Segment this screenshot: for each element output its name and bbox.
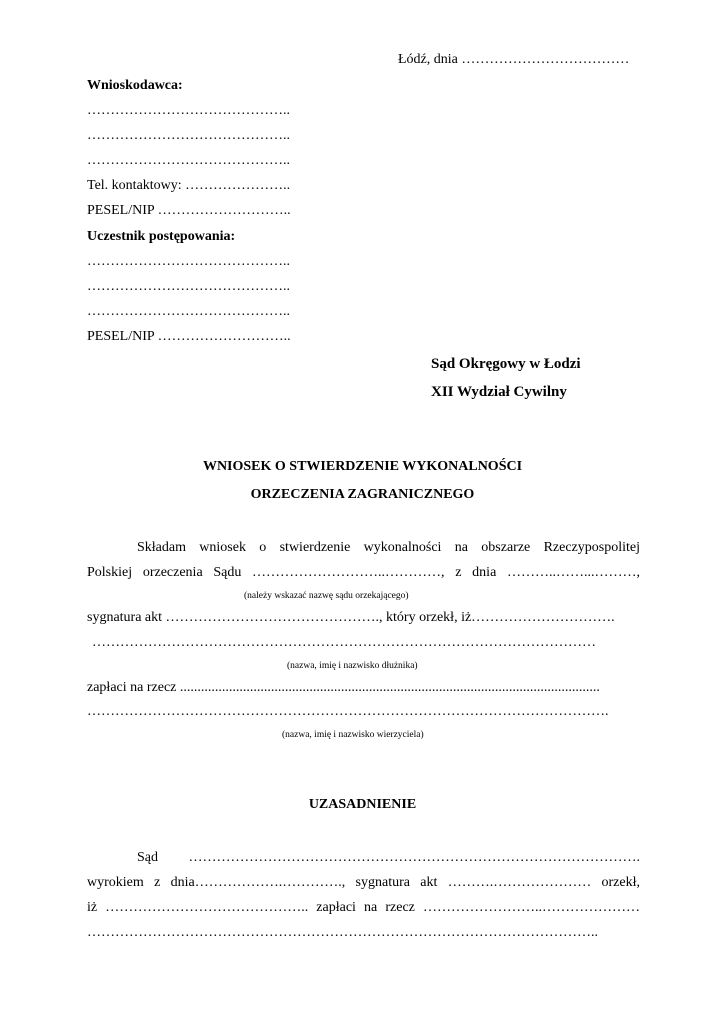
paragraph-line: Składam wniosek o stwierdzenie wykonalności na obszarze Rzeczypospolitej [137, 540, 640, 555]
note-creditor: (nazwa, imię i nazwisko wierzyciela) [282, 730, 424, 740]
paragraph-line: ……………………………………………………………………………………………… [92, 635, 596, 650]
applicant-line: …………………………………….. [87, 103, 290, 118]
paragraph-line: sygnatura akt ………………………………………., który orzekł, iż…………………………. [87, 610, 615, 625]
participant-line: …………………………………….. [87, 254, 290, 269]
applicant-pesel: PESEL/NIP ……………………….. [87, 203, 291, 218]
participant-line: …………………………………….. [87, 304, 290, 319]
applicant-label: Wnioskodawca: [87, 78, 183, 93]
paragraph-line: zapłaci na rzecz ........................................................................................................................ [87, 680, 600, 695]
paragraph-line: wyrokiem z dnia……………….…………., sygnatura akt ……….………………… orzekł, [87, 875, 640, 890]
place-date: Łódź, dnia ……………………………… [398, 52, 630, 67]
justification-heading: UZASADNIENIE [308, 797, 417, 812]
participant-label: Uczestnik postępowania: [87, 229, 236, 244]
paragraph-line: ……………………………………………………………………………………………….. [87, 925, 598, 940]
paragraph-line: Polskiej orzeczenia Sądu ………………………..…………, z dnia ………..……...………, [87, 565, 640, 580]
applicant-line: …………………………………….. [87, 153, 290, 168]
document-title-line2: ORZECZENIA ZAGRANICZNEGO [250, 487, 475, 502]
court-name: Sąd Okręgowy w Łodzi [431, 356, 581, 372]
paragraph-line: …………………………………………………………………………………………………. [87, 704, 609, 719]
applicant-line: …………………………………….. [87, 128, 290, 143]
document-title-line1: WNIOSEK O STWIERDZENIE WYKONALNOŚCI [202, 459, 523, 474]
note-debtor: (nazwa, imię i nazwisko dłużnika) [287, 661, 418, 671]
applicant-phone: Tel. kontaktowy: ………………….. [87, 178, 291, 193]
note-court: (należy wskazać nazwę sądu orzekającego) [244, 591, 409, 601]
paragraph-line: Sąd ……………………………………………………………………………………. [137, 850, 640, 865]
participant-line: …………………………………….. [87, 279, 290, 294]
participant-pesel: PESEL/NIP ……………………….. [87, 329, 291, 344]
paragraph-line: iż …………………………………….. zapłaci na rzecz ……………………..………………… [87, 900, 640, 915]
court-division: XII Wydział Cywilny [431, 384, 567, 400]
